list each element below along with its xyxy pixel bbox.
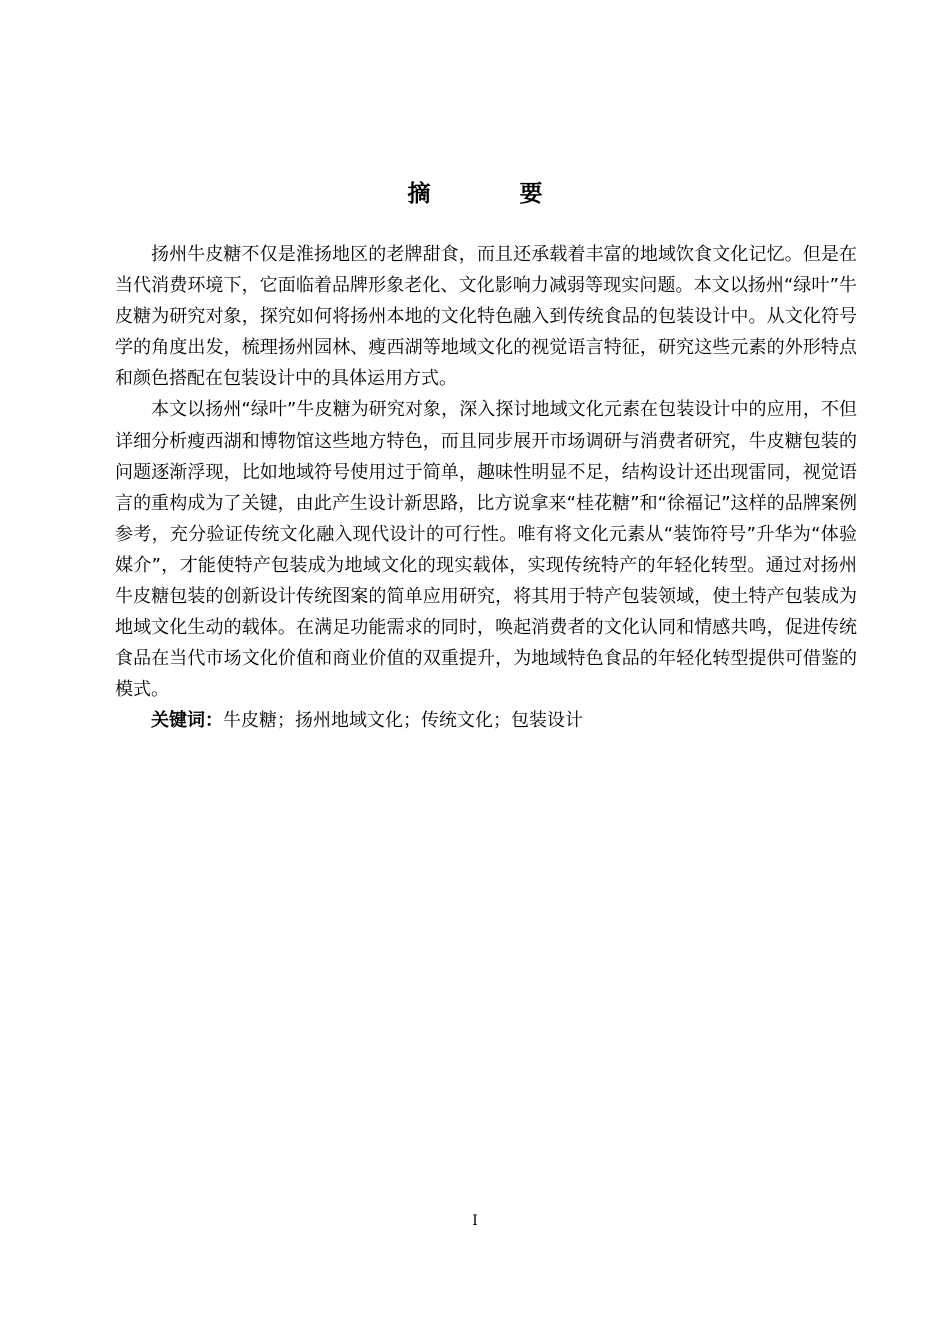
page-title: 摘 要 [407,181,576,207]
keywords-label: 关键词： [151,710,223,732]
page-number: I [472,1213,478,1229]
abstract-paragraph-1: 扬州牛皮糖不仅是淮扬地区的老牌甜食，而且还承载着丰富的地域饮食文化记忆。但是在当代消费环境下，它面临着品牌形象老化、文化影响力减弱等现实问题。本文以扬州“绿叶”牛皮糖为研究对象，探究如何将扬州本地的文化特色融入到传统食品的包装设计中。从文化符号学的角度出发，梳理扬州园林、瘦西湖等地域文化的视觉语言特征，研究这些元素的外形特点和颜色搭配在包装设计中的具体运用方式。 [115,244,857,390]
abstract-body [115,239,857,737]
abstract-paragraph-2: 本文以扬州“绿叶”牛皮糖为研究对象，深入探讨地域文化元素在包装设计中的应用，不但详细分析瘦西湖和博物馆这些地方特色，而且同步展开市场调研与消费者研究，牛皮糖包装的问题逐渐浮现，比如地域符号使用过于简单，趣味性明显不足，结构设计还出现雷同，视觉语言的重构成为了关键，由此产生设计新思路，比方说拿来“桂花糖”和“徐福记”这样的品牌案例参考，充分验证传统文化融入现代设计的可行性。唯有将文化元素从“装饰符号”升华为“体验媒介”，才能使特产包装成为地域文化的现实载体，实现传统特产的年轻化转型。通过对扬州牛皮糖包装的创新设计传统图案的简单应用研究，将其用于特产包装领域，使土特产包装成为地域文化生动的载体。在满足功能需求的同时，唤起消费者的文化认同和情感共鸣，促进传统食品在当代市场文化价值和商业价值的双重提升，为地域特色食品的年轻化转型提供可借鉴的模式。 [115,399,857,701]
keywords-line [115,705,857,736]
keywords-value: 牛皮糖；扬州地域文化；传统文化；包装设计 [223,710,583,732]
